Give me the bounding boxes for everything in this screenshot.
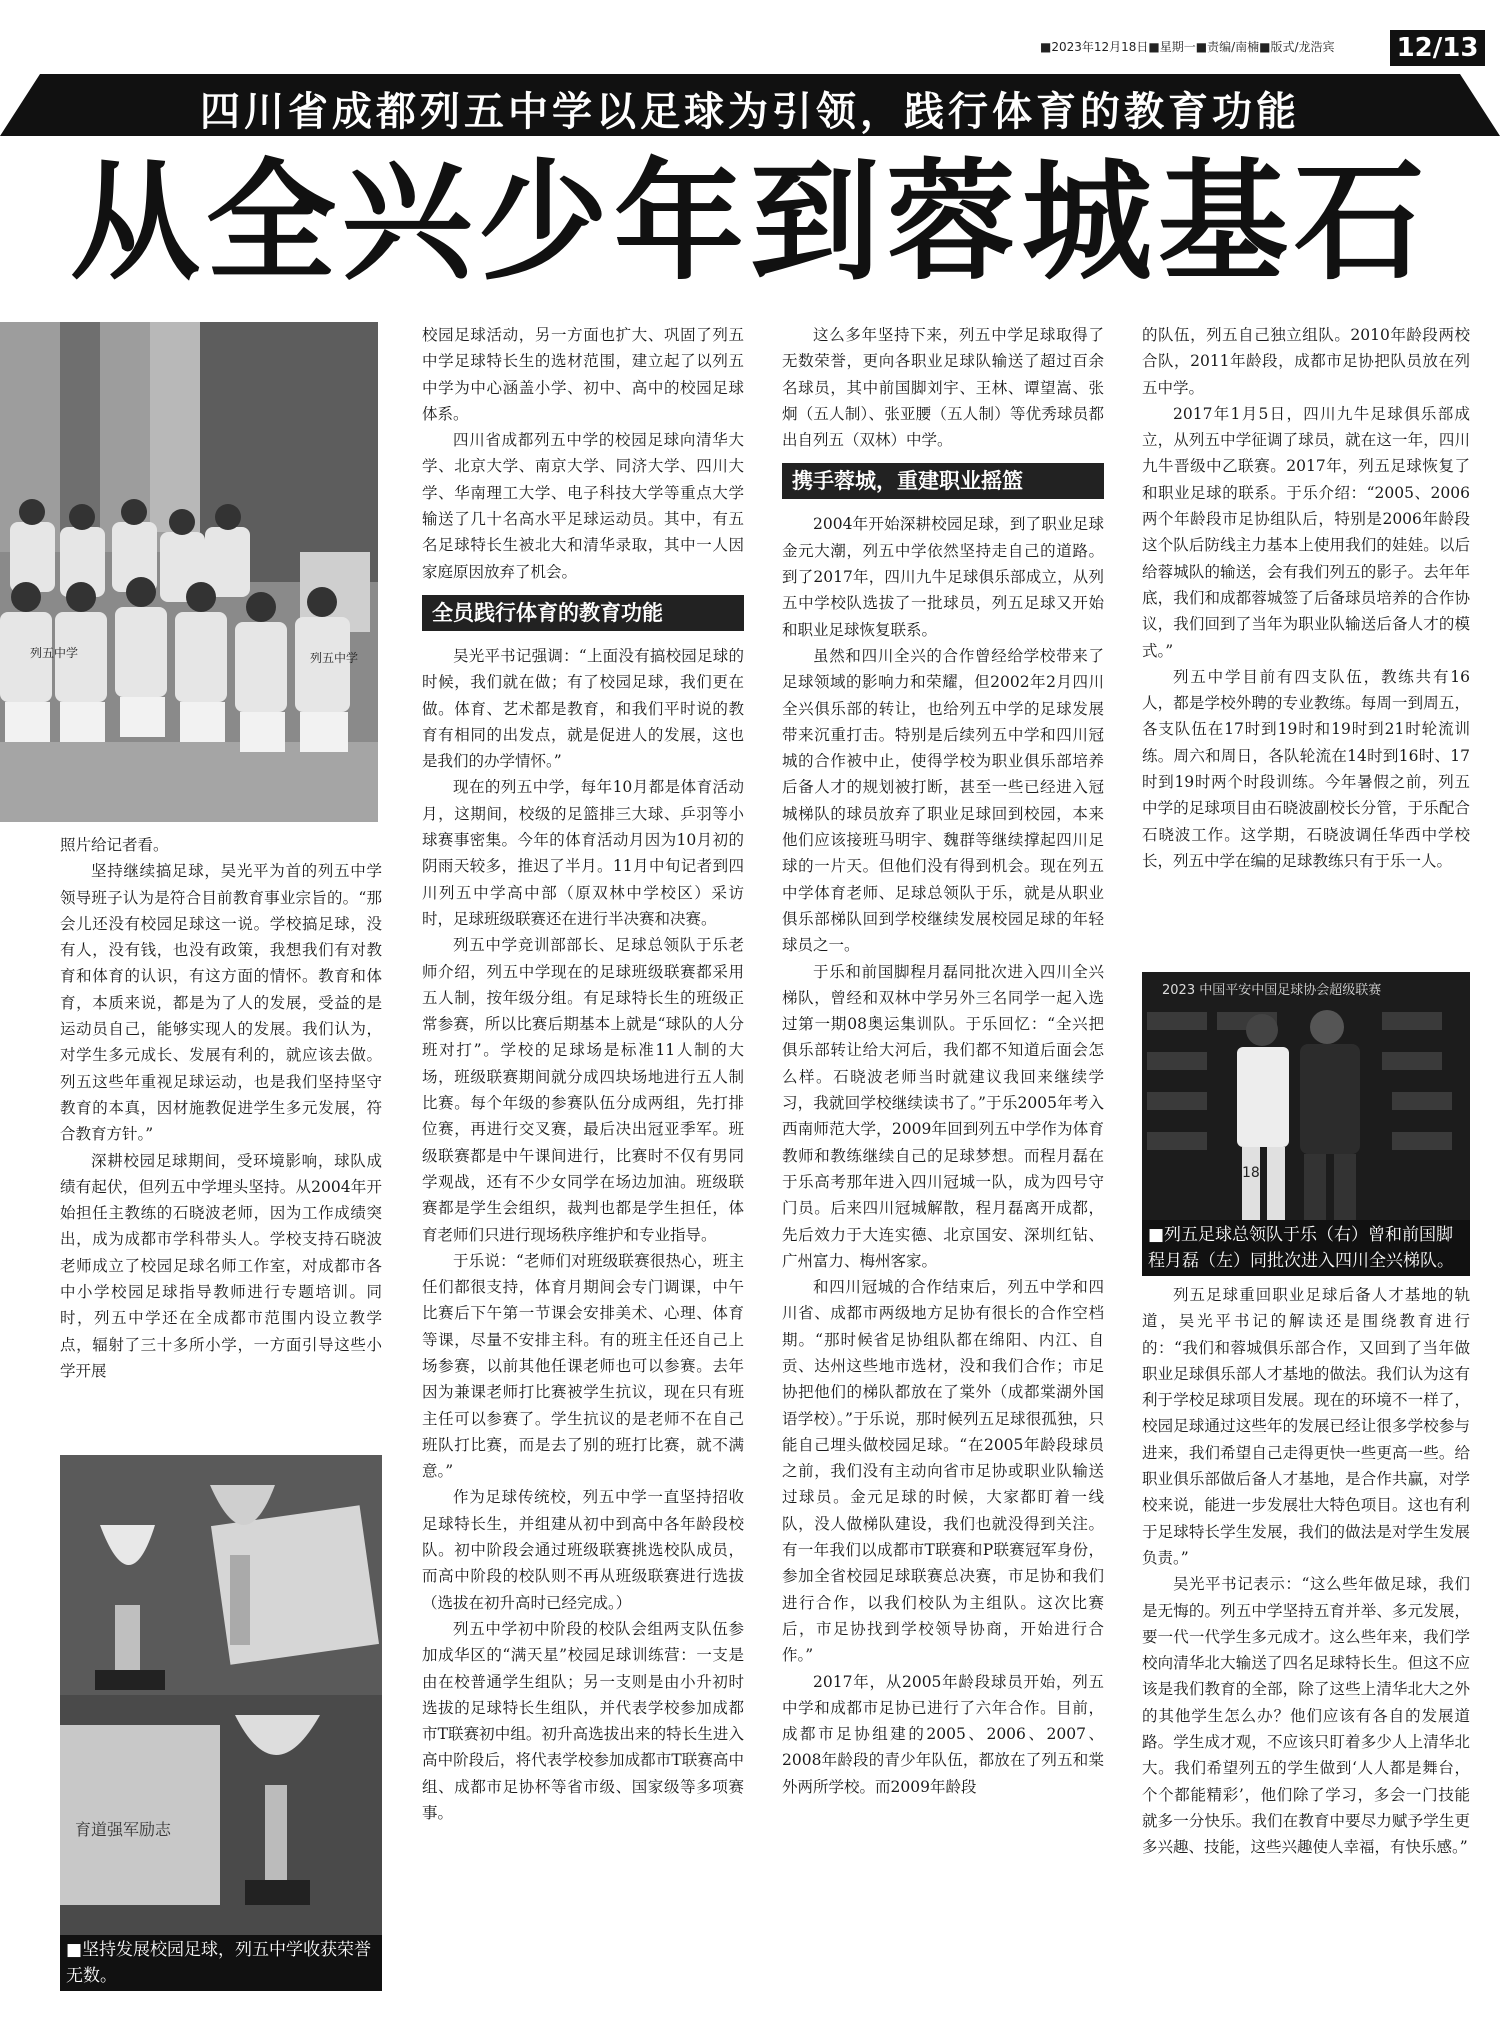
- paragraph: 这么多年坚持下来，列五中学足球取得了无数荣誉，更向各职业足球队输送了超过百余名球员，其中前国脚刘宇、王林、谭望嵩、张炯（五人制）、张亚腰（五人制）等优秀球员都出自列五（双林）中学。: [782, 326, 1104, 450]
- paragraph: 2004年开始深耕校园足球，到了职业足球金元大潮，列五中学依然坚持走自己的道路。到了2017年，四川九牛足球俱乐部成立，从列五中学校队选拔了一批球员，列五足球又开始和职业足球恢复联系。: [782, 515, 1104, 639]
- paragraph: 照片给记者看。: [60, 836, 169, 854]
- article-column-2: [422, 322, 744, 1826]
- paragraph: 列五中学竞训部部长、足球总领队于乐老师介绍，列五中学现在的足球班级联赛都采用五人制，按年级分组。有足球特长生的班级正常参赛，所以比赛后期基本上就是“球队的人分班对打”。学校的足球场是标准11人制的大场，班级联赛期间就分成四块场地进行五人制比赛。每个年级的参赛队伍分成两组，先打排位赛，再进行交叉赛，最后决出冠亚季军。班级联赛都是中午课间进行，比赛时不仅有男同学观战，还有不少女同学在场边加油。班级联赛都是学生会组织，裁判也都是学生担任，体育老师们只进行现场秩序维护和专业指导。: [422, 936, 744, 1244]
- article-column-4-top: [1142, 322, 1470, 874]
- paragraph: 吴光平书记强调：“上面没有搞校园足球的时候，我们就在做；有了校园足球，我们更在做。体育、艺术都是教育，和我们平时说的教育有相同的出发点，就是促进人的发展，这也是我们的办学情怀。”: [422, 646, 744, 771]
- headline: 从全兴少年到蓉城基石: [69, 146, 1430, 298]
- paragraph: 和四川冠城的合作结束后，列五中学和四川省、成都市两级地方足协有很长的合作空档期。“那时候省足协组队都在绵阳、内江、自贡、达州这些地市选材，没和我们合作；市足协把他们的梯队都放在了棠外（成都棠湖外国语学校）。”于乐说，那时候列五足球很孤独，只能自己埋头做校园足球。“在2005年龄段球员之前，我们没有主动向省市足协或职业队输送过球员。金元足球的时候，大家都盯着一线队，没人做梯队建设，我们也就没得到关注。有一年我们以成都市T联赛和P联赛冠军身份，参加全省校园足球联赛总决赛，市足协和我们进行合作，以我们校队为主组队。这次比赛后，市足协找到学校领导协商，开始进行合作。”: [782, 1278, 1104, 1665]
- paragraph: 四川省成都列五中学的校园足球向清华大学、北京大学、南京大学、同济大学、四川大学、华南理工大学、电子科技大学等重点大学输送了几十名高水平足球运动员。其中，有五名足球特长生被北大和清华录取，其中一人因家庭原因放弃了机会。: [422, 431, 744, 581]
- paragraph: 虽然和四川全兴的合作曾经给学校带来了足球领域的影响力和荣耀，但2002年2月四川全兴俱乐部的转让，也给列五中学的足球发展带来沉重打击。特别是后续列五中学和四川冠城的合作被中止，使得学校为职业俱乐部培养后备人才的规划被打断，甚至一些已经进入冠城梯队的球员放弃了职业足球回到校园，本来他们应该接班马明宇、魏群等继续撑起四川足球的一片天。但他们没有得到机会。现在列五中学体育老师、足球总领队于乐，就是从职业俱乐部梯队回到学校继续发展校园足球的年轻球员之一。: [782, 646, 1104, 955]
- coach-photo: [1142, 972, 1470, 1220]
- paragraph: 现在的列五中学，每年10月都是体育活动月，这期间，校级的足篮排三大球、乒羽等小球赛事密集。今年的体育活动月因为10月初的阴雨天较多，推迟了半月。11月中旬记者到四川列五中学高中部（原双林中学校区）采访时，足球班级联赛还在进行半决赛和决赛。: [422, 778, 744, 928]
- trophy-caption: ■坚持发展校园足球，列五中学收获荣誉无数。: [60, 1935, 382, 1991]
- paragraph: 列五足球重回职业足球后备人才基地的轨道，吴光平书记的解读还是围绕教育进行的：“我们和蓉城俱乐部合作，又回到了当年做职业足球俱乐部人才基地的做法。我们认为这有利于学校足球项目发展。现在的环境不一样了，校园足球通过这些年的发展已经让很多学校参与进来，我们希望自己走得更快一些更高一些。给职业俱乐部做后备人才基地，是合作共赢，对学校来说，能进一步发展壮大特色项目。这也有利于足球特长学生发展，我们的做法是对学生发展负责。”: [1142, 1286, 1470, 1567]
- kicker-title: 四川省成都列五中学以足球为引领，践行体育的教育功能: [200, 89, 1300, 135]
- team-photo: [0, 322, 378, 822]
- article-column-4-bottom: [1142, 1282, 1470, 1861]
- paragraph: 校园足球活动，另一方面也扩大、巩固了列五中学足球特长生的选材范围，建立起了以列五中学为中心涵盖小学、初中、高中的校园足球体系。: [422, 326, 744, 423]
- plaque-text: 育道强军励志: [75, 1820, 172, 1839]
- page-number: 12/13: [1390, 30, 1485, 66]
- paragraph: 2017年，从2005年龄段球员开始，列五中学和成都市足协已进行了六年合作。目前，成都市足协组建的2005、2006、2007、2008年龄段的青少年队伍，都放在了列五和棠外两所学校。而2009年龄段: [782, 1672, 1104, 1796]
- paragraph: 深耕校园足球期间，受环境影响，球队成绩有起伏，但列五中学埋头坚持。从2004年开始担任主教练的石晓波老师，因为工作成绩突出，成为成都市学科带头人。学校支持石晓波老师成立了校园足球名师工作室，对成都市各中小学校园足球指导教师进行专题培训。同时，列五中学还在全成都市范围内设立教学点，辐射了三十多所小学，一方面引导这些小学开展: [60, 1151, 382, 1380]
- article-column-3: [782, 322, 1104, 1800]
- section-heading: 携手蓉城，重建职业摇篮: [782, 463, 1104, 499]
- issue-meta: ■2023年12月18日■星期一■责编/南楠■版式/龙浩宾: [1040, 40, 1335, 54]
- jersey-text: 列五中学: [30, 646, 79, 660]
- paragraph: 列五中学初中阶段的校队会组两支队伍参加成华区的“满天星”校园足球训练营：一支是由在校普通学生组队；另一支则是由小升初时选拔的足球特长生组队，并代表学校参加成都市T联赛初中组。初升高选拔出来的特长生进入高中阶段后，将代表学校参加成都市T联赛高中组、成都市足协杯等省市级、国家级等多项赛事。: [422, 1619, 744, 1823]
- jersey-text-2: 列五中学: [310, 651, 359, 665]
- paragraph: 作为足球传统校，列五中学一直坚持招收足球特长生，并组建从初中到高中各年龄段校队。初中阶段会通过班级联赛挑选校队成员，而高中阶段的校队则不再从班级联赛进行选拔（选拔在初升高时已经完成。）: [422, 1488, 744, 1612]
- paragraph: 于乐说：“老师们对班级联赛很热心，班主任们都很支持，体育月期间会专门调课，中午比赛后下午第一节课会安排美术、心理、体育等课，尽量不安排主科。有的班主任还自己上场参赛，以前其他任课老师也可以参赛。去年因为兼课老师打比赛被学生抗议，现在只有班主任可以参赛了。学生抗议的是老师不在自己班队打比赛，而是去了别的班打比赛，就不满意。”: [422, 1251, 744, 1481]
- paragraph: 列五中学目前有四支队伍，教练共有16人，都是学校外聘的专业教练。每周一到周五，各支队伍在17时到19时和19时到21时轮流训练。周六和周日，各队轮流在14时到16时、17时到19时两个时段训练。今年暑假之前，列五中学的足球项目由石晓波副校长分管，于乐配合石晓波工作。这学期，石晓波调任华西中学校长，列五中学在编的足球教练只有于乐一人。: [1142, 667, 1470, 870]
- coach-photo-image: [1142, 972, 1470, 1220]
- trophy-photo: [60, 1455, 382, 1935]
- paragraph: 吴光平书记表示：“这么些年做足球，我们是无悔的。列五中学坚持五育并举、多元发展，要一代一代学生多元成才。这么些年来，我们学校向清华北大输送了四名足球特长生。但这不应该是我们教育的全部，除了这些上清华北大之外的其他学生怎么办？他们应该有各自的发展道路。学生成才观，不应该只盯着多少人上清华北大。我们希望列五的学生做到‘人人都是舞台，个个都能精彩’，他们除了学习，多会一门技能就多一分快乐。我们在教育中要尽力赋予学生更多兴趣、技能，这些兴趣使人幸福，有快乐感。”: [1142, 1575, 1470, 1857]
- paragraph: 于乐和前国脚程月磊同批次进入四川全兴梯队，曾经和双林中学另外三名同学一起入选过第一期08奥运集训队。于乐回忆：“全兴把俱乐部转让给大河后，我们都不知道后面会怎么样。石晓波老师当时就建议我回来继续学习，我就回学校继续读书了。”于乐2005年考入西南师范大学，2009年回到列五中学作为体育教师和教练继续自己的足球梦想。而程月磊在于乐高考那年进入四川冠城一队，成为四号守门员。后来四川冠城解散，程月磊离开成都，先后效力于大连实德、北京国安、深圳红钻、广州富力、梅州客家。: [782, 962, 1104, 1270]
- article-column-1: [60, 832, 382, 1384]
- coach-caption: ■列五足球总领队于乐（右）曾和前国脚程月磊（左）同批次进入四川全兴梯队。: [1142, 1220, 1470, 1276]
- team-photo-image: [0, 322, 378, 822]
- section-heading: 全员践行体育的教育功能: [422, 595, 744, 631]
- paragraph: 的队伍，列五自己独立组队。2010年龄段两校合队，2011年龄段，成都市足协把队员放在列五中学。: [1142, 326, 1470, 397]
- paragraph: 坚持继续搞足球，吴光平为首的列五中学领导班子认为是符合目前教育事业宗旨的。“那会儿还没有校园足球这一说。学校搞足球，没有人，没有钱，也没有政策，我想我们有对教育和体育的认识，有这方面的情怀。教育和体育，本质来说，都是为了人的发展，受益的是运动员自己，能够实现人的发展。我们认为，对学生多元成长、发展有利的，就应该去做。列五这些年重视足球运动，也是我们坚持坚守教育的本真，因材施教促进学生多元发展，符合教育方针。”: [60, 862, 382, 1144]
- banner-text: 2023 中国平安中国足球协会超级联赛: [1162, 983, 1382, 998]
- paragraph: 2017年1月5日，四川九牛足球俱乐部成立，从列五中学征调了球员，就在这一年，四川九牛晋级中乙联赛。2017年，列五足球恢复了和职业足球的联系。于乐介绍：“2005、2006两个年龄段市足协组队后，特别是2006年龄段这个队后防线主力基本上使用我们的娃娃。以后给蓉城队的输送，会有我们列五的影子。去年年底，我们和成都蓉城签了后备球员培养的合作协议，我们回到了当年为职业队输送后备人才的模式。”: [1142, 404, 1470, 660]
- jersey-number: 18: [1242, 1165, 1260, 1181]
- trophy-photo-image: [60, 1455, 382, 1935]
